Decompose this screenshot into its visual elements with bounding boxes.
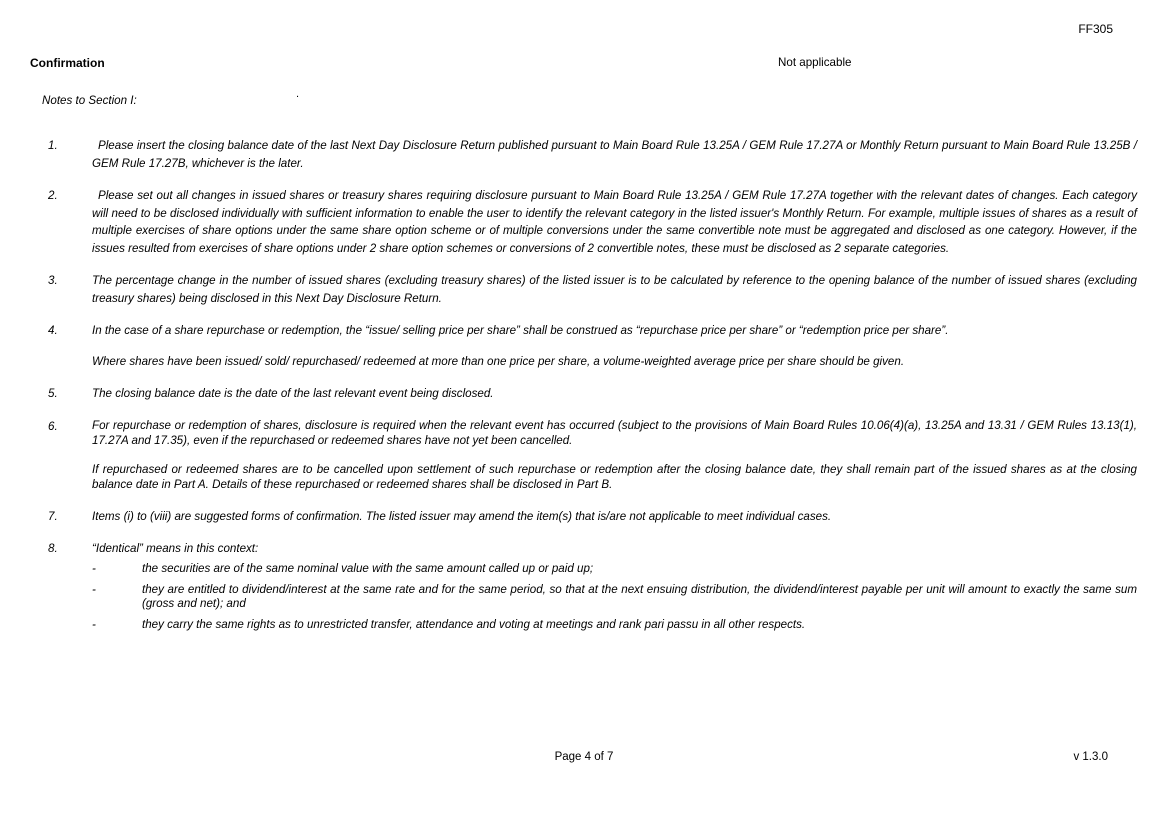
note-2 <box>48 187 1137 257</box>
note-number: 2. <box>48 189 58 202</box>
note-number: 7. <box>48 509 58 523</box>
form-code: FF305 <box>1078 22 1113 36</box>
note-body <box>92 418 1137 493</box>
note-body <box>92 322 1137 370</box>
note-number: 1. <box>48 139 58 152</box>
note-body <box>92 187 1137 257</box>
note-6 <box>48 418 1137 493</box>
note-paragraph: Please set out all changes in issued shares or treasury shares requiring disclosure pursuant to Main Board Rule 13.25A / GEM Rule 17.27A together with the relevant dates of changes. Each category will need to be disclosed individually with sufficient information to enable the user to identify the relevant category in the listed issuer's Monthly Return. For example, multiple issues of shares as a result of multiple exercises of share options under the same share option scheme or of multiple conversions under the same convertible note must be aggregated and disclosed as one category. However, if the issues resulted from exercises of share options under 2 share option schemes or conversions of 2 convertible notes, these must be disclosed as 2 separate categories. <box>92 189 1137 255</box>
note-paragraph: “Identical” means in this context: <box>92 542 259 555</box>
note-4 <box>48 322 1137 370</box>
note-number: 6. <box>48 419 58 433</box>
note-paragraph: The percentage change in the number of issued shares (excluding treasury shares) of the listed issuer is to be calculated by reference to the opening balance of the number of issued shares (excluding treasury shares) being disclosed in this Next Day Disclosure Return. <box>92 274 1137 305</box>
note-body <box>92 540 1137 632</box>
bullet-text: the securities are of the same nominal value with the same amount called up or paid up; <box>142 561 594 575</box>
note-number: 8. <box>48 542 58 555</box>
note-bullet <box>92 562 1137 576</box>
note-3 <box>48 272 1137 307</box>
confirmation-value: Not applicable <box>778 56 852 69</box>
note-bullet <box>92 583 1137 611</box>
bullet-dash: - <box>92 617 96 631</box>
note-body <box>92 508 1137 526</box>
confirmation-label: Confirmation <box>30 56 105 70</box>
notes-section-title: Notes to Section I: <box>42 94 137 107</box>
note-paragraph: Please insert the closing balance date of the last Next Day Disclosure Return published pursuant to Main Board Rule 13.25A / GEM Rule 17.27A or Monthly Return pursuant to Main Board Rule 13.25B / GEM Rule 17.27B, whichever is the later. <box>92 139 1137 170</box>
note-paragraph: For repurchase or redemption of shares, disclosure is required when the relevant event has occurred (subject to the provisions of Main Board Rules 10.06(4)(a), 13.25A and 13.31 / GEM Rules 13.13(1), 17.27A and 17.35), even if the repurchased or redeemed shares have not yet been cancelled. <box>92 418 1137 447</box>
bullet-dash: - <box>92 561 96 575</box>
note-paragraph: Items (i) to (viii) are suggested forms of confirmation. The listed issuer may amend the item(s) that is/are not applicable to meet individual cases. <box>92 509 832 523</box>
note-number: 5. <box>48 387 58 400</box>
note-body <box>92 137 1137 172</box>
note-5 <box>48 385 1137 403</box>
note-paragraph: In the case of a share repurchase or redemption, the “issue/ selling price per share” shall be construed as “repurchase price per share” or “redemption price per share”. <box>92 324 949 337</box>
bullet-text: they are entitled to dividend/interest at the same rate and for the same period, so that at the next ensuing distribution, the dividend/interest payable per unit will amount to exactly the same sum (gross and net); and <box>142 582 1137 610</box>
note-1 <box>48 137 1137 172</box>
page-indicator: Page 4 of 7 <box>554 751 614 763</box>
note-paragraph: The closing balance date is the date of the last relevant event being disclosed. <box>92 387 494 400</box>
version-label: v 1.3.0 <box>1073 751 1108 763</box>
note-bullet <box>92 618 1137 632</box>
note-number: 4. <box>48 324 58 337</box>
note-8 <box>48 540 1137 632</box>
note-7 <box>48 508 1137 526</box>
note-paragraph: If repurchased or redeemed shares are to be cancelled upon settlement of such repurchase or redemption after the closing balance date, they shall remain part of the issued shares as at the closing balance date in Part A. Details of these repurchased or redeemed shares shall be disclosed in Part B. <box>92 462 1137 491</box>
note-number: 3. <box>48 274 58 287</box>
bullet-dash: - <box>92 582 96 596</box>
notes-list <box>48 137 1137 647</box>
stray-mark: . <box>296 88 300 100</box>
bullet-text: they carry the same rights as to unrestricted transfer, attendance and voting at meetings and rank pari passu in all other respects. <box>142 617 806 631</box>
note-paragraph: Where shares have been issued/ sold/ repurchased/ redeemed at more than one price per share, a volume-weighted average price per share should be given. <box>92 354 905 368</box>
note-body <box>92 385 1137 403</box>
note-body <box>92 272 1137 307</box>
